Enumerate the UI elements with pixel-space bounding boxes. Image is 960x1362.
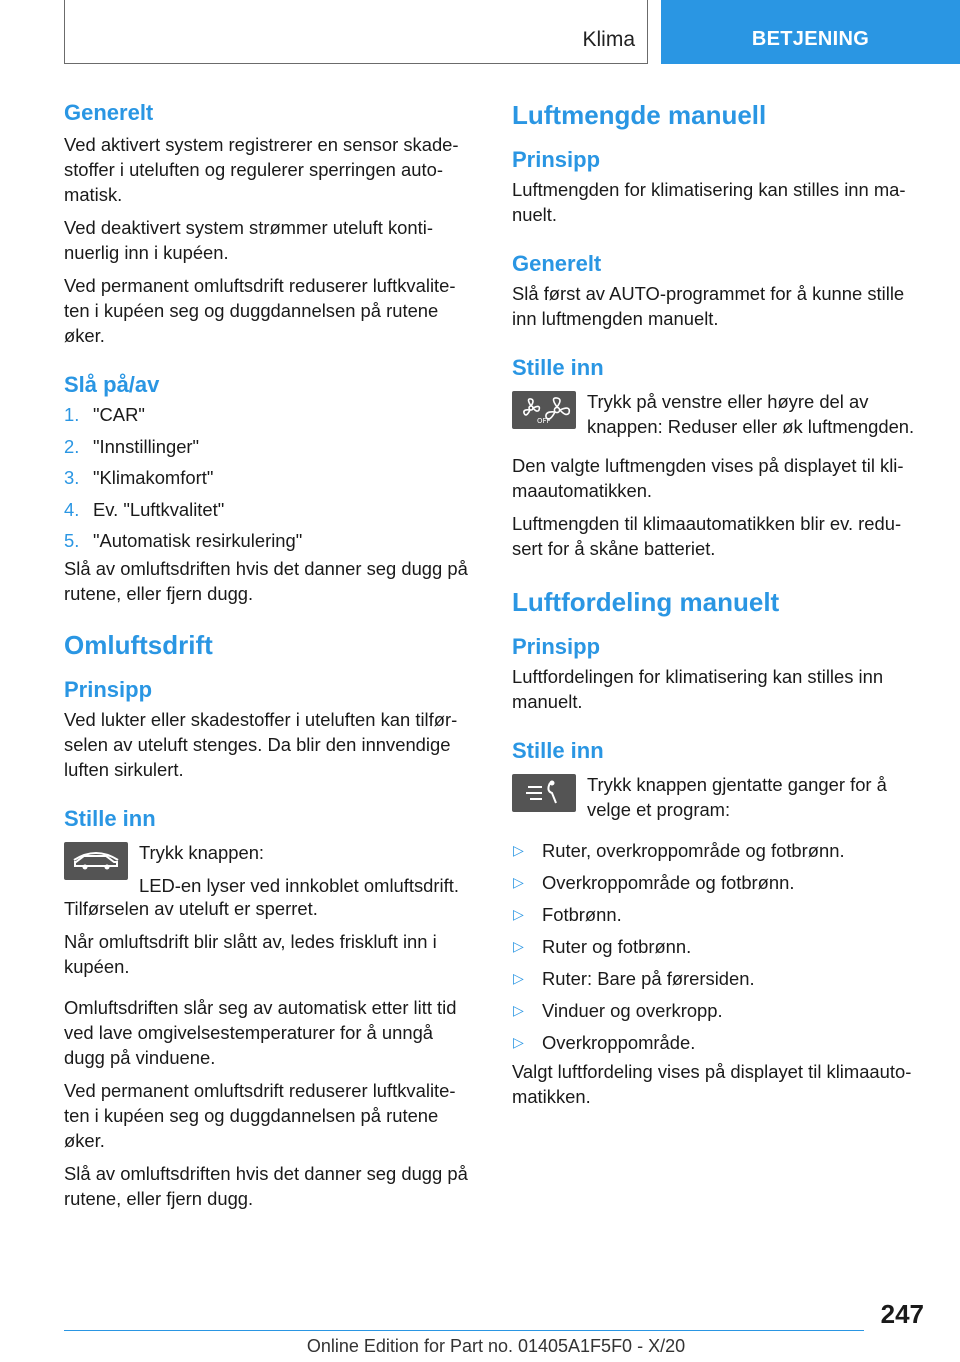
header-frame [64,0,648,64]
sla-paragraph: Slå av omluftsdriften hvis det danner seg dugg på rutene, eller fjern dugg. [64,557,468,604]
list-item: 1. "CAR" [64,404,145,425]
stille-paragraph-2: Når omluftsdrift blir slått av, ledes friskluft inn i kupéen. [64,930,437,977]
bullet-triangle-icon: ▷ [513,1002,524,1018]
bullet-triangle-icon: ▷ [513,842,524,858]
list-item: ▷ Ruter: Bare på førersiden. [513,968,755,989]
icon-text-1: Trykk knappen: [139,841,265,863]
fan-off-label: OFF [537,417,551,425]
program-list [512,838,928,1055]
stille1-paragraph-2: Luftmengden til klimaautomatikken blir ev. redu-sert for å skåne batteriet. [512,513,902,559]
fan-button-icon [512,391,576,429]
final-paragraph: Valgt luftfordeling vises på displayet til klimaauto-matikken. [512,1061,912,1107]
list-item: ▷ Ruter og fotbrønn. [513,936,692,957]
recirculation-button-icon [64,842,128,880]
prinsipp-paragraph: Ved lukter eller skadestoffer i uteluften kan tilfør-selen av uteluft stenges. Da blir den innvendige luften sirkulert. [64,708,458,780]
generelt-paragraph-1: Ved aktivert system registrerer en sensor skade-stoffer i uteluften og regulerer sperringen auto-matisk. [64,134,459,205]
bullet-triangle-icon: ▷ [513,906,524,922]
list-item: ▷ Vinduer og overkropp. [513,1000,723,1021]
list-item: ▷ Overkroppområde og fotbrønn. [513,872,795,893]
bullet-triangle-icon: ▷ [513,938,524,954]
generelt-paragraph-2: Ved deaktivert system strømmer uteluft konti-nuerlig inn i kupéen. [64,217,433,263]
icon-text-2: LED-en lyser ved innkoblet omluftsdrift. [139,874,459,896]
stille-paragraph-4: Ved permanent omluftsdrift reduserer luftkvalite-ten i kupéen seg og duggdannelsen på rutene øker. [64,1079,456,1151]
list-item: ▷ Ruter, overkroppområde og fotbrønn. [513,840,845,861]
heading-stille-inn-2: Stille inn [512,738,604,763]
header-chapter-tab: BETJENING [661,0,960,64]
fan-icon-text: Trykk på venstre eller høyre del av knappen: Reduser eller øk luftmengden. [587,391,915,437]
footer-edition: Online Edition for Part no. 01405A1F5F0 - X/20 [306,1336,686,1356]
footer-divider [64,1330,864,1331]
bullet-triangle-icon: ▷ [513,874,524,890]
list-item: 4. Ev. "Luftkvalitet" [64,498,225,520]
prinsipp2-paragraph: Luftfordelingen for klimatisering kan stilles inn manuelt. [512,666,884,712]
generelt-right-paragraph: Slå først av AUTO-programmet for å kunne stille inn luftmengden manuelt. [512,283,905,329]
heading-generelt: Generelt [64,100,154,125]
list-item: 5. "Automatisk resirkulering" [64,530,303,551]
air-distribution-icon-text: Trykk knappen gjentatte ganger for å velge et program: [587,774,887,820]
heading-prinsipp-1: Prinsipp [512,147,601,172]
stille-paragraph-5: Slå av omluftsdriften hvis det danner seg dugg på rutene, eller fjern dugg. [64,1162,468,1209]
heading-prinsipp-2: Prinsipp [512,634,601,659]
sla-steps-list [64,402,476,553]
heading-luftmengde-manuell: Luftmengde manuell [512,100,767,130]
generelt-paragraph-3: Ved permanent omluftsdrift reduserer luftkvalite-ten i kupéen seg og duggdannelsen på rutene øker. [64,275,456,346]
recirculation-button-row [64,840,476,898]
stille-paragraph-1: Tilførselen av uteluft er sperret. [64,897,318,919]
heading-omluftsdrift: Omluftsdrift [64,629,213,660]
fan-button-row [512,389,928,439]
list-item: 3. "Klimakomfort" [64,467,214,488]
bullet-triangle-icon: ▷ [513,1034,524,1050]
stille1-paragraph-1: Den valgte luftmengden vises på displayet til kli-maautomatikken. [512,455,904,501]
right-column [512,100,928,1117]
air-distribution-button-row [512,772,928,822]
prinsipp1-paragraph: Luftmengden for klimatisering kan stilles inn ma-nuelt. [512,179,906,225]
heading-stille-inn: Stille inn [64,805,156,831]
list-item: ▷ Fotbrønn. [513,904,622,925]
heading-generelt-right: Generelt [512,251,602,276]
list-item: ▷ Overkroppområde. [513,1032,696,1053]
heading-stille-inn-1: Stille inn [512,355,604,380]
heading-luftfordeling-manuelt: Luftfordeling manuelt [512,587,780,617]
page-number: 247 [880,1299,924,1329]
heading-prinsipp: Prinsipp [64,676,153,702]
list-item: 2. "Innstillinger" [64,435,200,457]
heading-sla-pa-av: Slå på/av [64,372,160,397]
header-section-title: Klima [582,28,635,51]
bullet-triangle-icon: ▷ [513,970,524,986]
stille-paragraph-3: Omluftsdriften slår seg av automatisk etter litt tid ved lave omgivelsestemperaturer for å unngå dugg på vinduene. [64,996,457,1068]
air-distribution-button-icon [512,774,576,812]
left-column [64,100,476,1219]
